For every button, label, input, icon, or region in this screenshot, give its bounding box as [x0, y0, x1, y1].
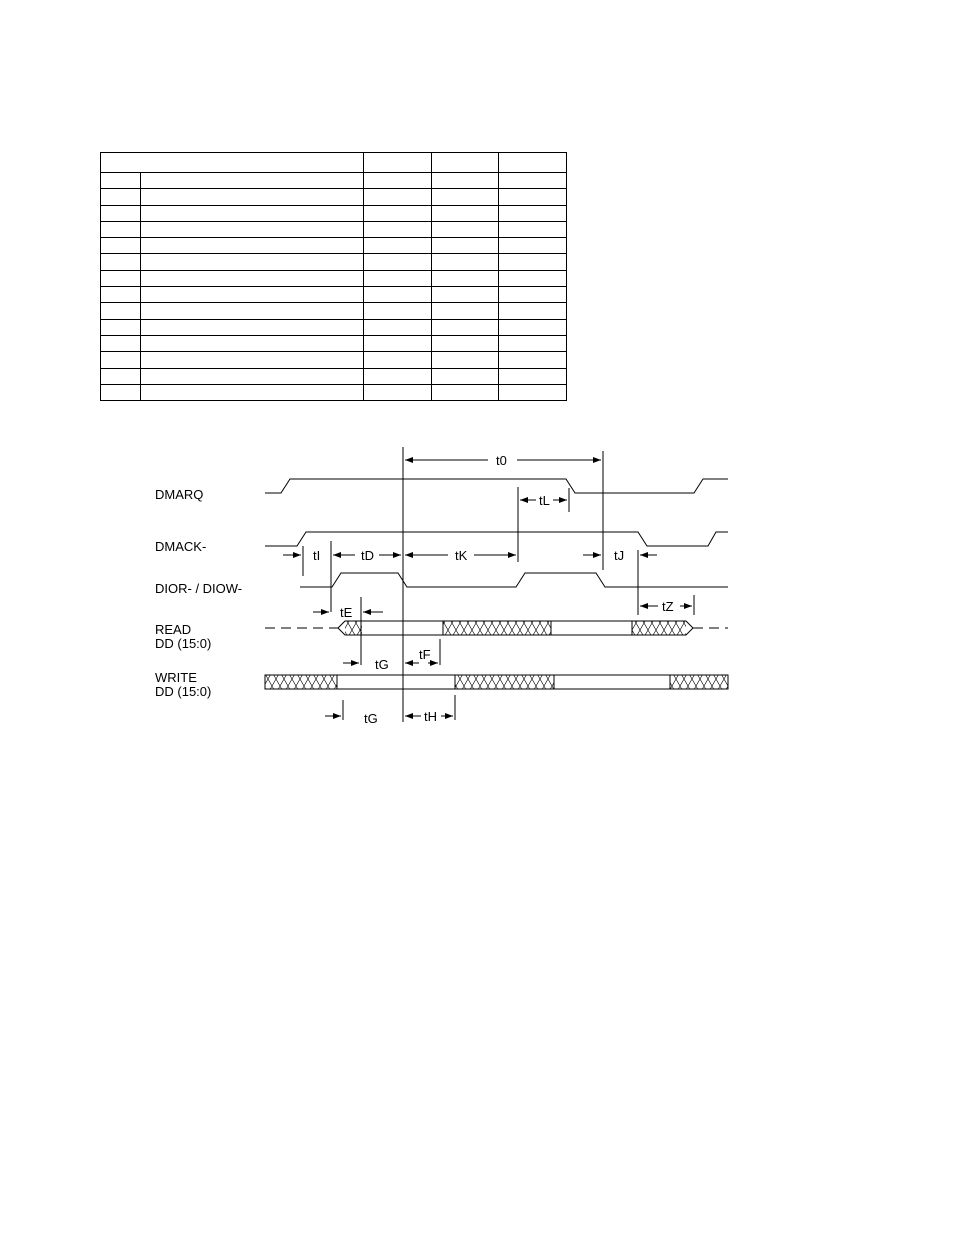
timing-label-tl: tL — [539, 493, 550, 508]
signal-label-read-bus: DD (15:0) — [155, 636, 212, 651]
signal-label-dmack: DMACK- — [155, 539, 207, 554]
signal-label-dior-diow: DIOR- / DIOW- — [155, 581, 243, 596]
read-data-bus — [265, 621, 728, 635]
timing-label-tk: tK — [455, 548, 468, 563]
dmarq-waveform — [265, 479, 728, 493]
dmack-waveform — [265, 532, 728, 546]
timing-label-t0: t0 — [496, 453, 507, 468]
timing-label-th: tH — [424, 709, 437, 724]
timing-label-ti: tI — [313, 548, 321, 563]
dior-diow-waveform — [300, 573, 728, 587]
timing-label-tg-read: tG — [375, 657, 389, 672]
signal-label-write-bus: DD (15:0) — [155, 684, 212, 699]
timing-label-tf: tF — [419, 647, 431, 662]
timing-label-tg-write: tG — [364, 711, 378, 726]
timing-label-te: tE — [340, 605, 353, 620]
signal-label-read: READ — [155, 622, 192, 637]
signal-label-dmarq: DMARQ — [155, 487, 204, 502]
signal-label-write: WRITE — [155, 670, 197, 685]
timing-label-tz: tZ — [662, 599, 674, 614]
timing-label-tj: tJ — [614, 548, 625, 563]
timing-label-td: tD — [361, 548, 374, 563]
write-data-bus — [265, 675, 728, 689]
